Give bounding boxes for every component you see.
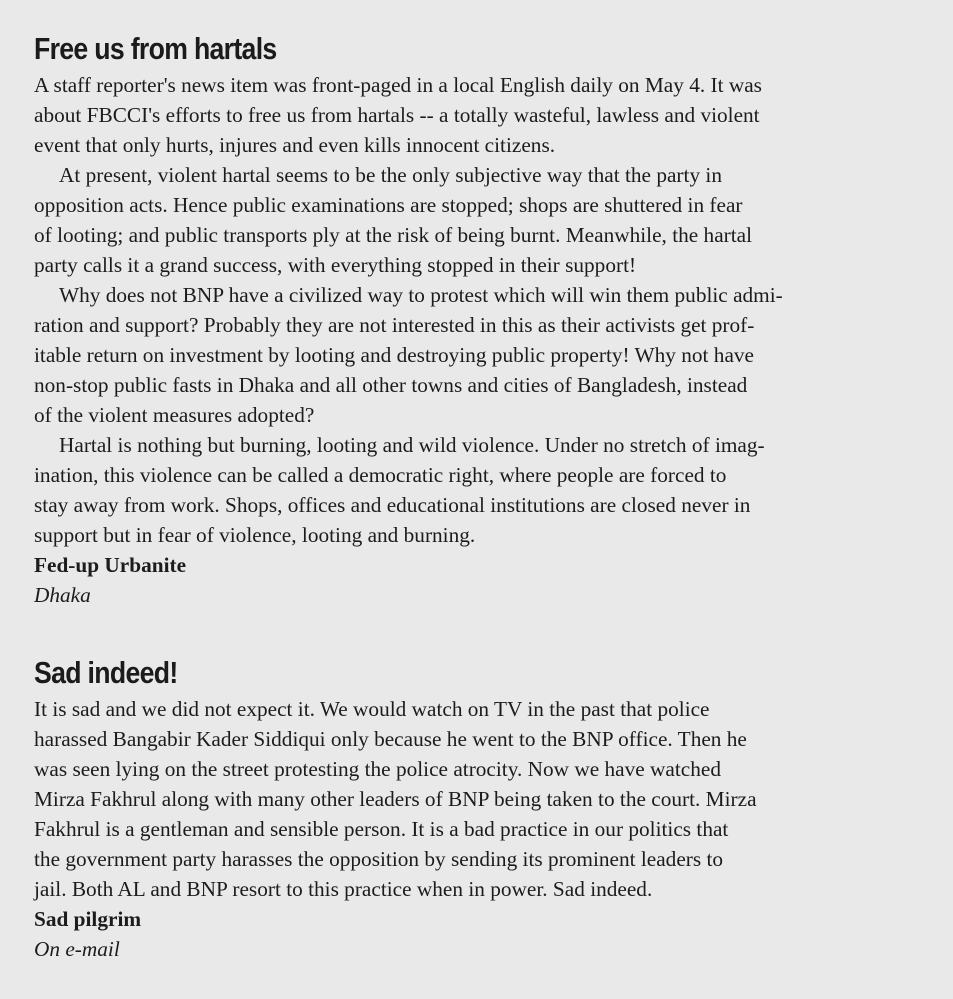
body-line: A staff reporter's news item was front-paged in a local English daily on May 4. It was (34, 73, 762, 97)
body-line: of looting; and public transports ply at the risk of being burnt. Meanwhile, the hartal (34, 223, 753, 247)
body-line: At present, violent hartal seems to be the only subjective way that the party in (59, 163, 722, 187)
body-line: Why does not BNP have a civilized way to protest which will win them public admi- (59, 283, 783, 307)
body-line: It is sad and we did not expect it. We would watch on TV in the past that police (34, 697, 710, 721)
letter-signature: Sad pilgrim (34, 907, 142, 931)
body-line: was seen lying on the street protesting the police atrocity. Now we have watched (34, 757, 722, 781)
letter-headline: Sad indeed! (34, 655, 178, 690)
body-line: stay away from work. Shops, offices and educational institutions are closed never in (34, 493, 751, 517)
body-line: itable return on investment by looting and destroying public property! Why not have (34, 343, 754, 367)
body-line: Fakhrul is a gentleman and sensible person. It is a bad practice in our politics that (34, 817, 729, 841)
letter-location: Dhaka (34, 583, 91, 607)
letter-body (34, 694, 939, 904)
letter-free-us-from-hartals (34, 28, 939, 610)
body-line: jail. Both AL and BNP resort to this practice when in power. Sad indeed. (34, 877, 653, 901)
letter-location: On e-mail (34, 937, 120, 961)
body-line: ration and support? Probably they are not interested in this as their activists get prof- (34, 313, 755, 337)
body-line: harassed Bangabir Kader Siddiqui only because he went to the BNP office. Then he (34, 727, 747, 751)
body-line: non-stop public fasts in Dhaka and all other towns and cities of Bangladesh, instead (34, 373, 748, 397)
body-line: party calls it a grand success, with everything stopped in their support! (34, 253, 637, 277)
body-line: event that only hurts, injures and even kills innocent citizens. (34, 133, 556, 157)
letter-signature: Fed-up Urbanite (34, 553, 187, 577)
letter-sad-indeed (34, 652, 939, 964)
body-line: of the violent measures adopted? (34, 403, 315, 427)
letter-headline: Free us from hartals (34, 31, 277, 66)
body-line: Mirza Fakhrul along with many other leaders of BNP being taken to the court. Mirza (34, 787, 757, 811)
body-line: Hartal is nothing but burning, looting and wild violence. Under no stretch of imag- (59, 433, 765, 457)
body-line: support but in fear of violence, looting and burning. (34, 523, 476, 547)
body-line: opposition acts. Hence public examinations are stopped; shops are shuttered in fear (34, 193, 743, 217)
body-line: ination, this violence can be called a democratic right, where people are forced to (34, 463, 727, 487)
letter-body (34, 70, 939, 550)
body-line: about FBCCI's efforts to free us from hartals -- a totally wasteful, lawless and violent (34, 103, 760, 127)
body-line: the government party harasses the opposition by sending its prominent leaders to (34, 847, 724, 871)
